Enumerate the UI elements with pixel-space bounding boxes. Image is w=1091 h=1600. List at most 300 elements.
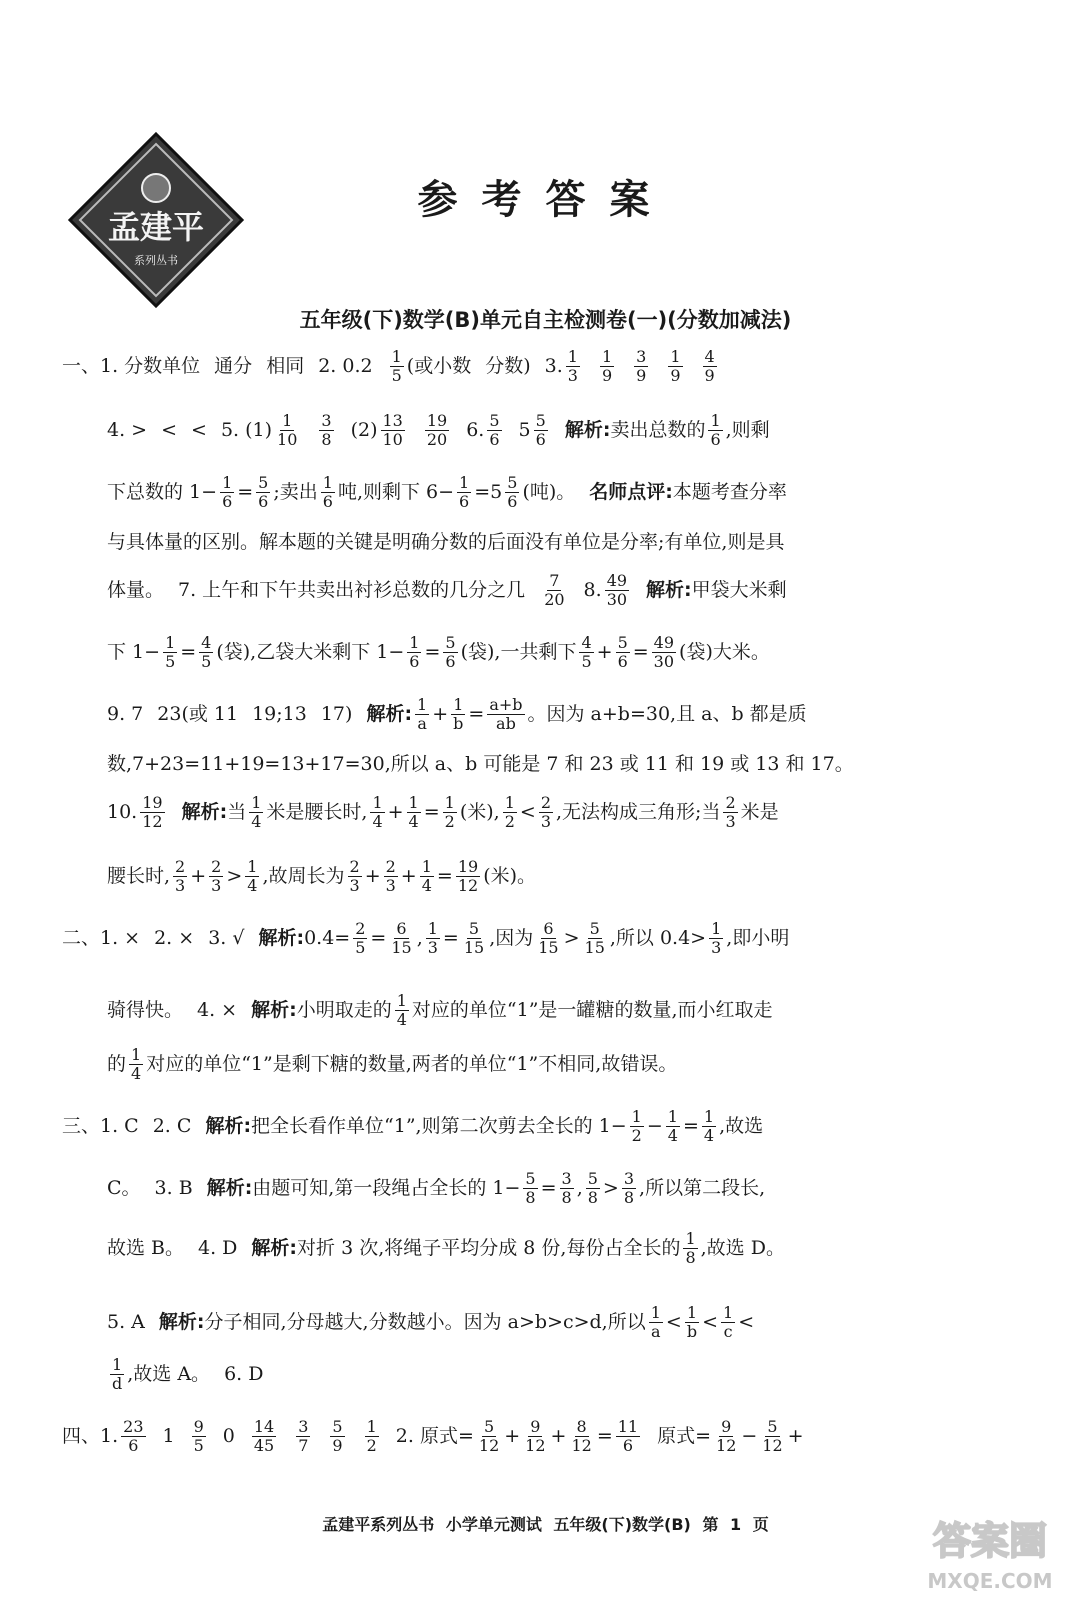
- answer-text: ,故周长为: [262, 864, 345, 887]
- fraction-numerator: 1: [396, 990, 407, 1010]
- fraction-denominator: 6: [459, 491, 470, 511]
- answer-text: 3.: [544, 354, 563, 377]
- answer-text: 8.: [583, 578, 602, 601]
- fraction: [560, 1170, 574, 1207]
- answer-text: >: [226, 864, 243, 887]
- fraction: [121, 1418, 145, 1455]
- fraction-numerator: 1: [322, 472, 333, 492]
- answer-line: [62, 1412, 962, 1460]
- fraction: [714, 1418, 738, 1455]
- fraction-numerator: 1: [222, 472, 233, 492]
- fraction-denominator: 3: [211, 875, 222, 895]
- answer-text: <: [665, 1310, 682, 1333]
- fraction: [407, 794, 421, 831]
- answer-text: 四、1.: [62, 1424, 119, 1447]
- fraction-denominator: 10: [382, 429, 403, 449]
- fraction-denominator: b: [686, 1321, 698, 1341]
- answer-text: <: [519, 800, 536, 823]
- fraction: [129, 1046, 143, 1083]
- fraction-denominator: 6: [222, 491, 233, 511]
- fraction-numerator: 1: [112, 1354, 123, 1374]
- fraction-denominator: 12: [525, 1435, 546, 1455]
- answer-text: 一、1. 分数单位: [62, 354, 201, 377]
- fraction-numerator: 1: [421, 856, 432, 876]
- fraction-denominator: a: [417, 713, 427, 733]
- fraction-numerator: 1: [453, 694, 464, 714]
- fraction-numerator: 5: [489, 410, 500, 430]
- analysis-label: 解析:: [258, 926, 305, 949]
- fraction-numerator: 1: [247, 856, 258, 876]
- answer-text: =: [442, 926, 459, 949]
- answer-text: ,: [416, 926, 423, 949]
- fraction: [685, 1304, 699, 1341]
- answer-text: 7. 上午和下午共卖出衬衫总数的几分之几: [178, 578, 526, 601]
- fraction-numerator: 1: [670, 346, 681, 366]
- fraction: [477, 1418, 501, 1455]
- fraction: [199, 634, 213, 671]
- answer-text: 。因为 a+b=30,且 a、b 都是质: [527, 702, 807, 725]
- answer-text: =: [370, 926, 387, 949]
- fraction-numerator: 5: [587, 1168, 598, 1188]
- answer-text: 17): [320, 702, 353, 725]
- fraction-denominator: d: [112, 1373, 123, 1393]
- answer-text: =: [237, 480, 254, 503]
- logo-name: 孟建平: [107, 208, 205, 246]
- fraction: [487, 412, 501, 449]
- answer-text: ,故选 A。: [127, 1362, 211, 1385]
- fraction-numerator: 1: [667, 1106, 678, 1126]
- fraction: [451, 696, 465, 733]
- fraction-denominator: 5: [193, 1435, 204, 1455]
- fraction-denominator: 3: [567, 365, 578, 385]
- fraction: [209, 858, 223, 895]
- watermark-url: MXQE.COM: [927, 1569, 1053, 1593]
- fraction-numerator: 4: [704, 346, 715, 366]
- fraction-denominator: 12: [762, 1435, 783, 1455]
- fraction-denominator: 2: [366, 1435, 377, 1455]
- answer-text: 卖出总数的: [610, 418, 706, 441]
- fraction-numerator: 1: [723, 1302, 734, 1322]
- answer-line: [107, 406, 967, 454]
- fraction-numerator: 9: [530, 1416, 541, 1436]
- fraction-numerator: 1: [703, 1106, 715, 1126]
- answer-line: [107, 1350, 967, 1398]
- fraction: [723, 794, 737, 831]
- fraction-numerator: 2: [355, 918, 366, 938]
- answer-line: [107, 1164, 967, 1212]
- fraction-numerator: 5: [258, 472, 269, 492]
- fraction-numerator: 5: [767, 1416, 778, 1436]
- analysis-label: 解析:: [366, 702, 413, 725]
- answer-text: +: [400, 864, 417, 887]
- fraction: [566, 348, 580, 385]
- fraction-numerator: 49: [606, 570, 628, 590]
- analysis-label: 解析:: [206, 1176, 253, 1199]
- answer-text: (2): [350, 418, 378, 441]
- answer-text: =: [436, 864, 453, 887]
- fraction-denominator: 12: [716, 1435, 737, 1455]
- fraction-numerator: 1: [391, 346, 402, 366]
- answer-line: [62, 1102, 962, 1150]
- fraction: [252, 1418, 276, 1455]
- fraction-denominator: 9: [332, 1435, 343, 1455]
- fraction-denominator: 8: [561, 1187, 572, 1207]
- answer-text: 6. D: [224, 1362, 264, 1385]
- fraction: [407, 634, 421, 671]
- fraction-denominator: 12: [478, 1435, 500, 1455]
- fraction-denominator: 4: [421, 875, 432, 895]
- fraction-denominator: 5: [201, 651, 212, 671]
- fraction: [703, 348, 717, 385]
- answer-text: 4. ×: [197, 998, 238, 1021]
- fraction-numerator: 1: [372, 792, 383, 812]
- answer-text: 通分: [214, 354, 253, 377]
- answer-text: 米是腰长时,: [266, 800, 368, 823]
- fraction: [539, 794, 553, 831]
- fraction-denominator: 8: [587, 1187, 598, 1207]
- answer-text: +: [387, 800, 404, 823]
- fraction-numerator: 1: [685, 1228, 696, 1248]
- answer-line: [107, 690, 967, 738]
- fraction-denominator: 8: [623, 1187, 635, 1207]
- fraction-denominator: 6: [617, 651, 628, 671]
- fraction: [542, 572, 566, 609]
- fraction: [365, 1418, 379, 1455]
- fraction: [721, 1304, 735, 1341]
- fraction-numerator: 5: [445, 632, 456, 652]
- fraction: [384, 858, 398, 895]
- fraction: [487, 696, 524, 733]
- fraction-denominator: 15: [391, 937, 412, 957]
- fraction: [702, 1108, 716, 1145]
- fraction: [462, 920, 486, 957]
- fraction: [649, 1304, 663, 1341]
- fraction-denominator: 2: [444, 811, 455, 831]
- fraction-numerator: 49: [653, 632, 675, 652]
- fraction-denominator: 7: [298, 1435, 309, 1455]
- answer-text: 2. 原式=: [395, 1424, 474, 1447]
- fraction-denominator: ab: [496, 713, 516, 733]
- fraction: [523, 1418, 547, 1455]
- answer-text: ,故选: [719, 1114, 764, 1137]
- fraction-denominator: 4: [372, 811, 383, 831]
- answer-text: 2. ×: [154, 926, 195, 949]
- fraction-denominator: 4: [247, 875, 258, 895]
- fraction-denominator: 3: [427, 937, 438, 957]
- fraction-denominator: 4: [667, 1125, 678, 1145]
- fraction-numerator: 1: [650, 1302, 661, 1322]
- fraction-numerator: 5: [483, 1416, 495, 1436]
- fraction: [457, 474, 471, 511]
- answer-text: =5: [474, 480, 503, 503]
- answer-text: (米),: [459, 800, 500, 823]
- answer-text: 5: [518, 418, 531, 441]
- fraction-numerator: 4: [201, 632, 212, 652]
- fraction-numerator: 2: [540, 792, 552, 812]
- answer-text: 二、1. ×: [62, 926, 141, 949]
- fraction-denominator: c: [723, 1321, 733, 1341]
- answer-text: ,即小明: [726, 926, 790, 949]
- answer-text: +: [364, 864, 381, 887]
- fraction: [579, 634, 593, 671]
- fraction-denominator: 3: [349, 875, 360, 895]
- fraction-denominator: 3: [725, 811, 736, 831]
- analysis-label: 解析:: [181, 800, 228, 823]
- answer-line: [107, 1298, 967, 1346]
- fraction: [275, 412, 299, 449]
- answer-text: 腰长时,: [107, 864, 171, 887]
- answer-line: [107, 628, 967, 676]
- answer-text: 相同: [266, 354, 305, 377]
- analysis-label: 解析:: [251, 1236, 298, 1259]
- fraction-denominator: 5: [165, 651, 176, 671]
- answer-text: ,则剩: [725, 418, 770, 441]
- fraction-numerator: 5: [507, 472, 518, 492]
- answer-text: 19;13: [252, 702, 307, 725]
- fraction-denominator: 6: [128, 1435, 139, 1455]
- fraction: [505, 474, 519, 511]
- fraction-numerator: 2: [385, 856, 396, 876]
- fraction: [348, 858, 362, 895]
- fraction-denominator: 30: [653, 651, 675, 671]
- fraction-denominator: 5: [581, 651, 592, 671]
- answer-text: 下 1−: [107, 640, 161, 663]
- answer-text: =: [468, 702, 485, 725]
- fraction-numerator: 5: [332, 1416, 343, 1436]
- fraction: [321, 474, 335, 511]
- fraction: [389, 920, 413, 957]
- section-subtitle: 五年级(下)数学(B)单元自主检测卷(一)(分数加减法): [299, 308, 792, 332]
- fraction-denominator: 8: [525, 1187, 536, 1207]
- answer-text: 0.4=: [304, 926, 351, 949]
- page-footer: 孟建平系列丛书 小学单元测试 五年级(下)数学(B) 第 1 页: [322, 1515, 769, 1534]
- fraction-numerator: 1: [282, 410, 293, 430]
- answer-text: (袋)大米。: [679, 640, 770, 663]
- fraction-denominator: 5: [391, 365, 402, 385]
- fraction: [173, 858, 187, 895]
- fraction-denominator: 6: [409, 651, 420, 671]
- answer-text: 5. (1): [220, 418, 273, 441]
- fraction-denominator: 15: [463, 937, 485, 957]
- fraction: [616, 1418, 640, 1455]
- answer-text: 5. A: [107, 1310, 145, 1333]
- answer-text: 对应的单位“1”是一罐糖的数量,而小红取走: [411, 998, 773, 1021]
- fraction-denominator: 2: [631, 1125, 642, 1145]
- answer-text: 体量。: [107, 578, 165, 601]
- fraction-numerator: 1: [131, 1044, 142, 1064]
- answer-text: 原式=: [657, 1424, 712, 1447]
- answer-text: 0: [222, 1424, 235, 1447]
- answer-text: 4. D: [198, 1236, 238, 1259]
- fraction-denominator: 6: [489, 429, 500, 449]
- answer-text: 23(或 11: [157, 702, 239, 725]
- answer-text: ;卖出: [273, 480, 318, 503]
- fraction-denominator: 3: [385, 875, 396, 895]
- fraction-denominator: 2: [504, 811, 515, 831]
- fraction-numerator: 3: [561, 1168, 572, 1188]
- fraction-numerator: 14: [253, 1416, 275, 1436]
- answer-line: [107, 852, 967, 900]
- fraction: [456, 858, 480, 895]
- answer-text: ,无法构成三角形;当: [556, 800, 721, 823]
- fraction-denominator: 10: [277, 429, 298, 449]
- fraction-numerator: 2: [211, 856, 222, 876]
- fraction-denominator: 30: [606, 589, 628, 609]
- answer-line: [107, 1040, 967, 1088]
- answer-line: [107, 740, 967, 788]
- fraction: [630, 1108, 644, 1145]
- fraction: [330, 1418, 344, 1455]
- fraction: [395, 992, 409, 1029]
- fraction-numerator: 5: [617, 632, 628, 652]
- answer-text: +: [596, 640, 613, 663]
- fraction: [220, 474, 234, 511]
- fraction-numerator: 9: [193, 1416, 204, 1436]
- answer-text: =: [423, 800, 440, 823]
- watermark: [900, 1508, 1080, 1598]
- fraction-numerator: 1: [459, 472, 470, 492]
- fraction-numerator: 3: [623, 1168, 635, 1188]
- answer-text: +: [550, 1424, 567, 1447]
- answer-text: 当: [227, 800, 247, 823]
- fraction: [523, 1170, 537, 1207]
- fraction: [536, 920, 560, 957]
- fraction: [583, 920, 607, 957]
- fraction-denominator: 6: [507, 491, 518, 511]
- answer-text: ,所以 0.4>: [609, 926, 707, 949]
- answer-text: ,故选 D。: [700, 1236, 785, 1259]
- fraction-numerator: 1: [366, 1416, 377, 1436]
- fraction: [534, 412, 548, 449]
- fraction: [245, 858, 259, 895]
- fraction-denominator: 4: [396, 1009, 407, 1029]
- fraction: [353, 920, 367, 957]
- answer-line: [107, 518, 967, 566]
- fraction-numerator: 5: [589, 918, 600, 938]
- answer-text: >: [602, 1176, 619, 1199]
- answer-text: 分子相同,分母越大,分数越小。因为 a>b>c>d,所以: [204, 1310, 646, 1333]
- fraction-denominator: 20: [426, 429, 448, 449]
- fraction-numerator: 6: [543, 918, 554, 938]
- fraction: [443, 634, 457, 671]
- answer-text: (袋),一共剩下: [460, 640, 577, 663]
- fraction: [110, 1356, 124, 1393]
- fraction: [503, 794, 517, 831]
- fraction-denominator: 3: [540, 811, 552, 831]
- fraction-numerator: 1: [408, 792, 419, 812]
- answer-text: =: [596, 1424, 613, 1447]
- fraction-numerator: 1: [710, 410, 721, 430]
- fraction: [760, 1418, 784, 1455]
- fraction: [192, 1418, 206, 1455]
- fraction-denominator: 6: [258, 491, 269, 511]
- fraction: [443, 794, 457, 831]
- fraction-numerator: a+b: [489, 694, 523, 714]
- fraction-numerator: 9: [721, 1416, 732, 1436]
- answer-text: 米是: [740, 800, 779, 823]
- fraction-numerator: 1: [251, 792, 262, 812]
- fraction: [616, 634, 630, 671]
- answer-text: 4. >: [107, 418, 148, 441]
- fraction-denominator: 4: [131, 1063, 142, 1083]
- analysis-label: 解析:: [158, 1310, 205, 1333]
- fraction-denominator: 4: [251, 811, 262, 831]
- fraction-denominator: b: [453, 713, 464, 733]
- answer-text: ,所以第二段长,: [639, 1176, 766, 1199]
- analysis-label: 解析:: [646, 578, 692, 601]
- fraction-denominator: 8: [685, 1247, 696, 1267]
- answer-text: −: [646, 1114, 663, 1137]
- answer-text: 下总数的 1−: [107, 480, 218, 503]
- fraction: [420, 858, 434, 895]
- fraction-numerator: 5: [468, 918, 480, 938]
- fraction-numerator: 1: [711, 918, 722, 938]
- fraction-denominator: 9: [636, 365, 647, 385]
- fraction-denominator: 5: [355, 937, 366, 957]
- answer-text: 6.: [466, 418, 485, 441]
- analysis-label: 解析:: [564, 418, 611, 441]
- fraction: [390, 348, 404, 385]
- fraction: [622, 1170, 636, 1207]
- fraction-numerator: 1: [444, 792, 455, 812]
- answer-text: =: [540, 1176, 557, 1199]
- answer-text: 3. √: [208, 926, 245, 949]
- fraction-denominator: 12: [571, 1435, 592, 1455]
- answer-text: +: [432, 702, 449, 725]
- fraction-denominator: 6: [445, 651, 456, 671]
- fraction-numerator: 4: [581, 632, 592, 652]
- answer-text: 由题可知,第一段绳占全长的 1−: [252, 1176, 521, 1199]
- answer-text: 对折 3 次,将绳子平均分成 8 份,每份占全长的: [297, 1236, 681, 1259]
- fraction-numerator: 5: [535, 410, 546, 430]
- fraction-numerator: 1: [427, 918, 438, 938]
- analysis-label: 解析:: [205, 1114, 252, 1137]
- answer-text: ,因为: [489, 926, 534, 949]
- answer-text: <: [702, 1310, 718, 1333]
- fraction-numerator: 2: [349, 856, 360, 876]
- fraction-denominator: 6: [535, 429, 546, 449]
- answer-text: 2. C: [152, 1114, 192, 1137]
- fraction-denominator: 9: [670, 365, 681, 385]
- answer-text: 故选 B。: [107, 1236, 185, 1259]
- fraction: [586, 1170, 600, 1207]
- fraction-numerator: 3: [298, 1416, 309, 1436]
- fraction-denominator: 3: [711, 937, 722, 957]
- answer-text: 三、1. C: [62, 1114, 139, 1137]
- fraction-denominator: 6: [622, 1435, 633, 1455]
- fraction-numerator: 1: [165, 632, 176, 652]
- fraction-denominator: 20: [544, 589, 565, 609]
- answer-text: 把全长看作单位“1”,则第二次剪去全长的 1−: [251, 1114, 627, 1137]
- fraction: [256, 474, 270, 511]
- fraction-numerator: 3: [321, 410, 332, 430]
- fraction-denominator: 4: [408, 811, 419, 831]
- fraction: [683, 1230, 697, 1267]
- fraction-denominator: 4: [703, 1125, 715, 1145]
- page-title: 参考答案: [417, 177, 674, 223]
- fraction-numerator: 1: [631, 1106, 642, 1126]
- answer-text: −: [741, 1424, 758, 1447]
- fraction-numerator: 11: [617, 1416, 639, 1436]
- fraction: [605, 572, 629, 609]
- fraction-numerator: 1: [409, 632, 420, 652]
- answer-text: <: [161, 418, 178, 441]
- fraction: [569, 1418, 593, 1455]
- fraction: [140, 794, 164, 831]
- fraction-denominator: a: [651, 1321, 661, 1341]
- answer-text: 3. B: [154, 1176, 193, 1199]
- fraction: [708, 412, 722, 449]
